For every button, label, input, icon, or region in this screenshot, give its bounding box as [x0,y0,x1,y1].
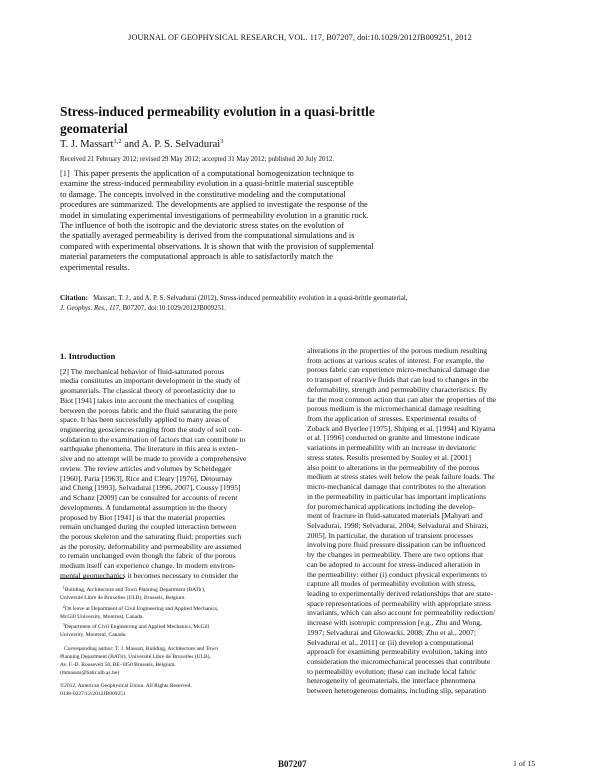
citation-text: Massart, T. J., and A. P. S. Selvadurai (2012), Stress-induced permeability evolution in a quasi-brittle geomaterial, [93,295,408,302]
body-text-line: from actions at various scales of interest. For example, the [307,355,485,365]
citation [60,293,546,315]
abstract-line: to damage. The concepts involved in the constitutive modeling and the computational [60,189,346,199]
abstract-line: experimental results. [60,262,130,272]
body-text-line: involving pore fluid pressure dissipation can be influenced [307,540,486,550]
title-line-2: geomaterial [60,121,128,136]
body-text-line: for poromechanical applications including the develop- [307,501,476,511]
body-text-line: earthquake phenomena. The literature in this area is exten- [60,444,239,454]
body-text-line: as the porosity, deformability and permeability are assumed [60,541,242,551]
author-list [60,138,223,150]
page-number: 1 of 15 [513,759,536,768]
body-text-line: capture all modes of permeability evolution with stress, [307,579,476,589]
section-heading: 1. Introduction [60,351,116,361]
body-text-line: the porous skeleton and the saturating fluid; properties such [60,531,242,541]
abstract-line: The influence of both the isotropic and the deviatoric stress states on the evolution of [60,221,345,231]
abstract-line: model in simulating experimental investigations of permeability evolution in a granitic rock. [60,210,369,220]
body-text-line: far the most common action that can alter the properties of the [307,394,497,404]
body-text-line: 2005]. In particular, the duration of transient processes [307,530,474,540]
body-text-line: to permeability evolution; these can include local fabric [307,666,477,676]
body-text-line: Biot [1941] takes into account the mechanics of coupling [60,395,234,405]
paper-title [60,103,530,137]
body-text-line: geomaterials. The classical theory of poroelasticity due to [60,386,236,396]
body-text-line: [2] The mechanical behavior of fluid-saturated porous [60,366,225,376]
body-text-line: remain unchanged during the coupled interaction between [60,522,237,532]
right-column [307,346,545,696]
body-text-line: mental geomechanics it becomes necessary to consider the [60,570,239,580]
body-text-line: developments. A fundamental assumption in the theory [60,502,228,512]
author-2-affiliation: 3 [220,138,224,145]
body-text-line: porous fabric can experience micro-mechanical damage due [307,365,490,375]
citation-label: Citation: [60,293,88,302]
body-text-line: deformability, strength and permeability characteristics. By [307,384,488,394]
body-text-line: media constitutes an important development in the study of [60,376,241,386]
body-text-line: medium at stress states well below the peak failure loads. The [307,472,495,482]
body-text-line: medium itself can experience change. In modern environ- [60,561,236,571]
body-text-line: can be adopted to account for stress-induced alteration in [307,559,481,569]
copyright: ©2012. American Geophysical Union. All Rights Reserved. [60,683,192,690]
citation-doi: B07207, doi:10.1029/2012JB009251. [120,305,227,313]
body-text-line: micro-mechanical damage that contributes to the alteration [307,482,486,492]
body-text-line: Selvadurai et al., 2011] or (ii) develop a computational [307,637,474,647]
body-text-line: variations in permeability with an increase in deviatoric [307,443,477,453]
body-text-line: 1997; Selvadurai and Glowacki, 2008; Zhu et al., 2007; [307,627,476,637]
body-text-line: leading to experimentally derived relationships that are state- [307,588,493,598]
right-column-body [307,346,545,696]
body-text-line: proposed by Biot [1941] is that the material properties [60,512,225,522]
body-text-line: consideration the micromechanical processes that contribute [307,657,491,666]
body-text-line: stress states. Results presented by Souley et al. [2001] [307,452,472,462]
abstract [60,169,486,273]
body-text-line: to remain unchanged even though the fabric of the porous [60,551,236,561]
body-text-line: space representations of permeability with appropriate stress [307,598,491,608]
body-text-line: engineering geosciences ranging from the study of soil con- [60,425,242,435]
journal-header: JOURNAL OF GEOPHYSICAL RESEARCH, VOL. 117, B07207, doi:10.1029/2012JB009251, 2012 [128,33,472,42]
body-text-line: alterations in the properties of the porous medium resulting [307,346,488,355]
footnote-divider [60,578,124,579]
footnote-2: $^2$On leave at Department of Civil Engineering and Applied Mechanics, [62,603,219,612]
footnote-3: $^3$Department of Civil Engineering and Applied Mechanics, McGill [62,622,210,631]
title-line-1: Stress-induced permeability evolution in a quasi-brittle [60,104,375,119]
body-text-line: to transport of reactive fluids that can lead to changes in the [307,375,489,385]
abstract-line: examine the stress-induced permeability evolution in a quasi-brittle material susceptible [60,179,354,189]
corresponding-author: Corresponding author: T. J. Massart, Building, Architecture and Town [64,646,219,653]
body-text-line: review. The review articles and volumes by Scheidegger [60,463,232,473]
body-text-line: sive and no attempt will be made to provide a comprehensive [60,454,247,464]
author-1: T. J. Massart [60,139,114,150]
body-text-line: in the permeability in particular has important implications [307,491,487,501]
abstract-line: material parameters the computational approach is able to satisfactorily match the [60,252,333,262]
publication-dates: Received 21 February 2012; revised 29 May 2012; accepted 31 May 2012; published 20 July 2012. [60,156,335,163]
citation-journal: J. Geophys. Res., 117, [60,305,121,313]
body-text-line: Selvadurai, 1998; Selvadurai, 2004; Selvadurai and Shirazi, [307,520,489,530]
body-text-line: from the application of stresses. Experimental results of [307,414,477,424]
body-text-line: also point to alterations in the permeability of the porous [307,462,480,472]
body-text-line: porous medium is the micromechanical damage resulting [307,404,481,414]
abstract-line: [1] This paper presents the application of a computational homogenization technique to [60,169,354,178]
body-text-line: approach for examining permeability evolution, taking into [307,647,487,657]
body-text-line: et al. [1996] conducted on granite and limestone indicate [307,433,480,443]
body-text-line: space. It has been successfully applied to many areas of [60,415,230,425]
body-text-line: solidation to the examination of factors that can contribute to [60,434,246,444]
body-text-line: by the changes in permeability. There are two options that [307,550,484,560]
body-text-line: and Schanz [2009] can be consulted for accounts of recent [60,493,238,503]
abstract-line: procedures are summarized. The developments are applied to investigate the response of the [60,200,368,210]
body-text-line: heterogeneity of geomaterials, the interface phenomena [307,676,476,686]
body-text-line: invariants, which can also account for permeability reduction/ [307,608,496,618]
author-email: (thmassar@batir.ulb.ac.be) [60,669,120,676]
body-text-line: Zoback and Byerlee [1975], Shiping et al. [1994] and Kiyama [307,423,496,433]
footnote-1: $^1$Building, Architecture and Town Planning Department (BATir), [62,585,206,593]
body-text-line: ment of fracture in fluid-saturated materials [Mahyari and [307,511,483,521]
body-text-line: increase with isotropic compression [e.g., Zhu and Wong, [307,618,482,628]
abstract-line: compared with experimental observations. It is shown that with the provision of supplemental [60,241,374,251]
left-column [60,352,298,581]
left-column-body [60,367,298,581]
paragraph-number: [1] [60,169,70,178]
article-id: B07207 [278,759,307,769]
author-2: and A. P. S. Selvadurai [121,139,221,150]
footnotes: $^1$Building, Architecture and Town Planning Department (BATir), Université Libre de Bruxelles (ULB), Brussels, Belgium. $^2$On leave at Department of Civil Engineering and Applied Mechanics, McGill University, Montreal, Canada. $^3$Department of Civil Engineering and Applied Mechanics, McGill University, Montreal, Canada. Corresponding author: T. J. Massart, Building, Architecture and Town Planning Department (BATir), Université Libre de Bruxelles (ULB), Av. F.-D. Roosevelt 50, BE-1050 Brussels, Belgium. (thmassar@batir.ulb.ac.be) ©2012. American Geophysical Union. All Rights Reserved. 0148-0227/12/2012JB009251 [60,584,300,699]
issn: 0148-0227/12/2012JB009251 [60,691,126,698]
body-text-line: and Cheng [1993], Selvadurai [1996, 2007], Coussy [1995] [60,483,241,493]
body-text-line: the permeability: either (i) conduct physical experiments to [307,569,487,579]
body-text-line: between the porous fabric and the fluid saturating the pore [60,405,238,415]
body-text-line: between heterogeneous domains, including slip, separation [307,686,487,696]
body-text-line: [1960], Paria [1963], Rice and Cleary [1976], Detournay [60,473,233,483]
author-1-affiliation: 1,2 [113,138,122,145]
abstract-line: the spatially averaged permeability is derived from the computational simulations and is [60,231,355,241]
